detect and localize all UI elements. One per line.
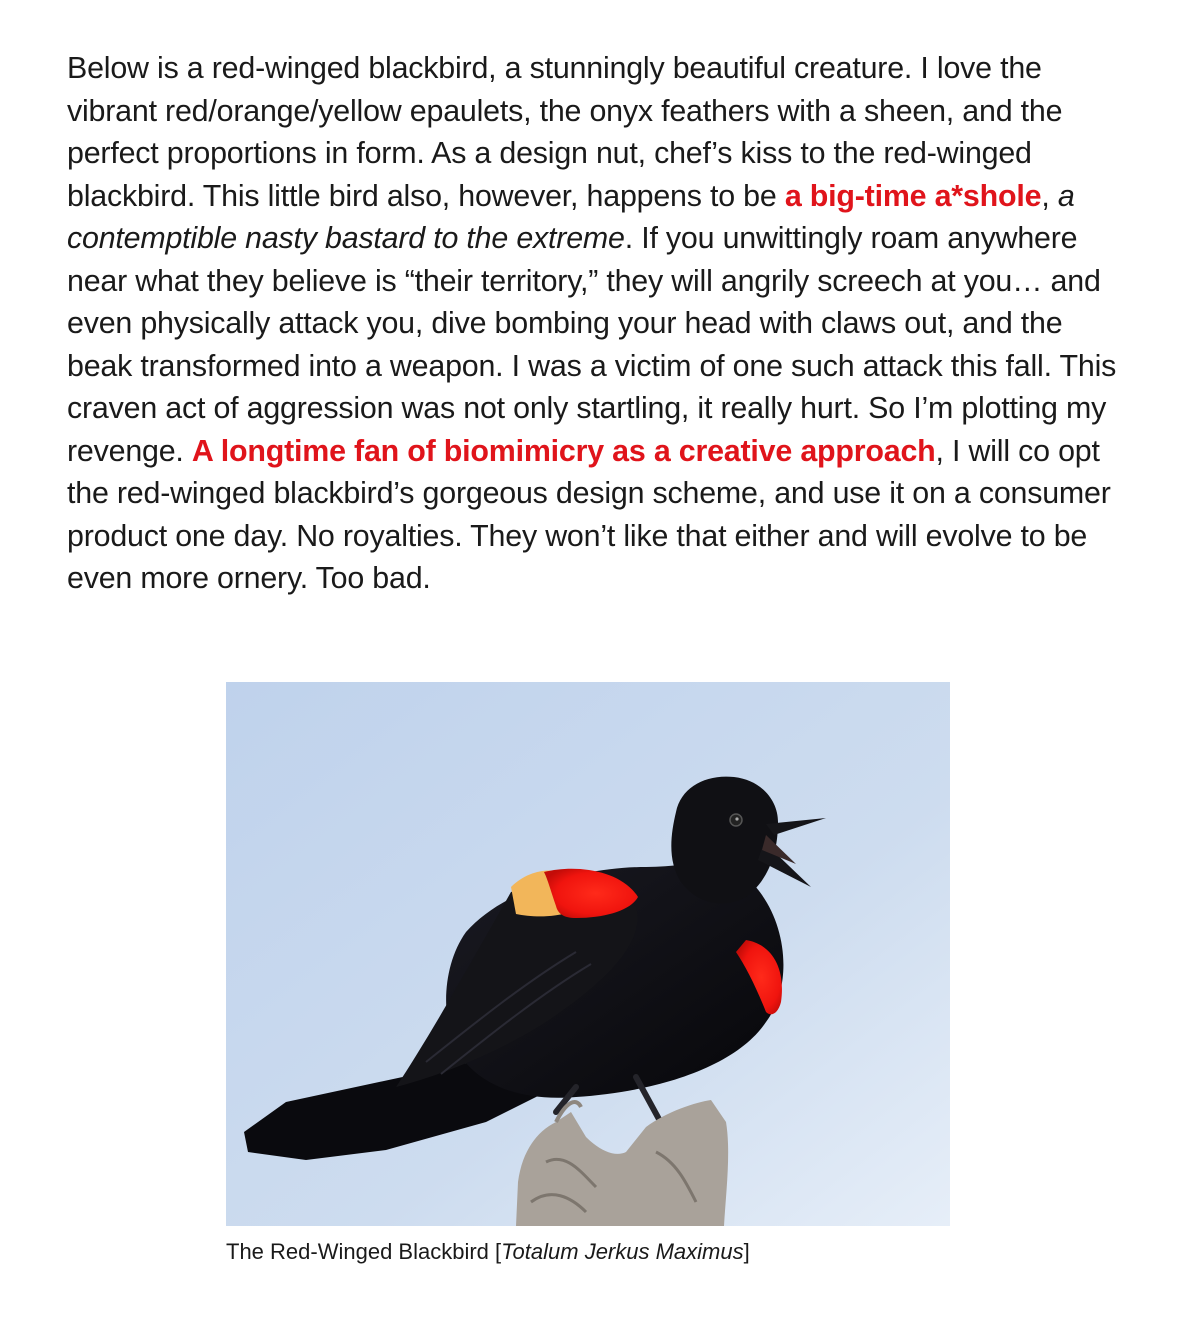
italic-phrase: a contemptible nasty bastard to the extreme <box>67 178 1075 255</box>
article-text-4: , I will co opt the red-winged blackbird’s gorgeous design scheme, and use it on a consumer product one day. No royalties. They won’t like that either and will evolve to be even more ornery. Too bad. <box>67 433 1111 595</box>
caption-prefix: The Red-Winged Blackbird [ <box>226 1239 502 1264</box>
highlight-big-time: a big-time a*shole <box>784 178 1042 213</box>
article-text-2: , <box>1041 178 1058 213</box>
article-text-3: . If you unwittingly roam anywhere near what they believe is “their territory,” they will angrily screech at you… and even physically attack you, dive bombing your head with claws out, and the beak transformed into a weapon. I was a victim of one such attack this fall. This craven act of aggression was not only startling, it really hurt. So I’m plotting my revenge. <box>67 221 1117 468</box>
caption-scientific-name: Totalum Jerkus Maximus <box>501 1239 744 1264</box>
blackbird-figure <box>226 682 950 1226</box>
caption-suffix: ] <box>743 1239 750 1264</box>
blackbird-photo <box>226 682 950 1226</box>
figure-caption <box>226 1237 750 1267</box>
article-paragraph <box>67 47 1129 600</box>
article-text-1: Below is a red-winged blackbird, a stunningly beautiful creature. I love the vibrant red/orange/yellow epaulets, the onyx feathers with a sheen, and the perfect proportions in form. As a design nut, chef’s kiss to the red-winged blackbird. This little bird also, however, happens to be <box>67 51 1063 213</box>
highlight-biomimicry: A longtime fan of biomimicry as a creative approach <box>191 433 936 468</box>
